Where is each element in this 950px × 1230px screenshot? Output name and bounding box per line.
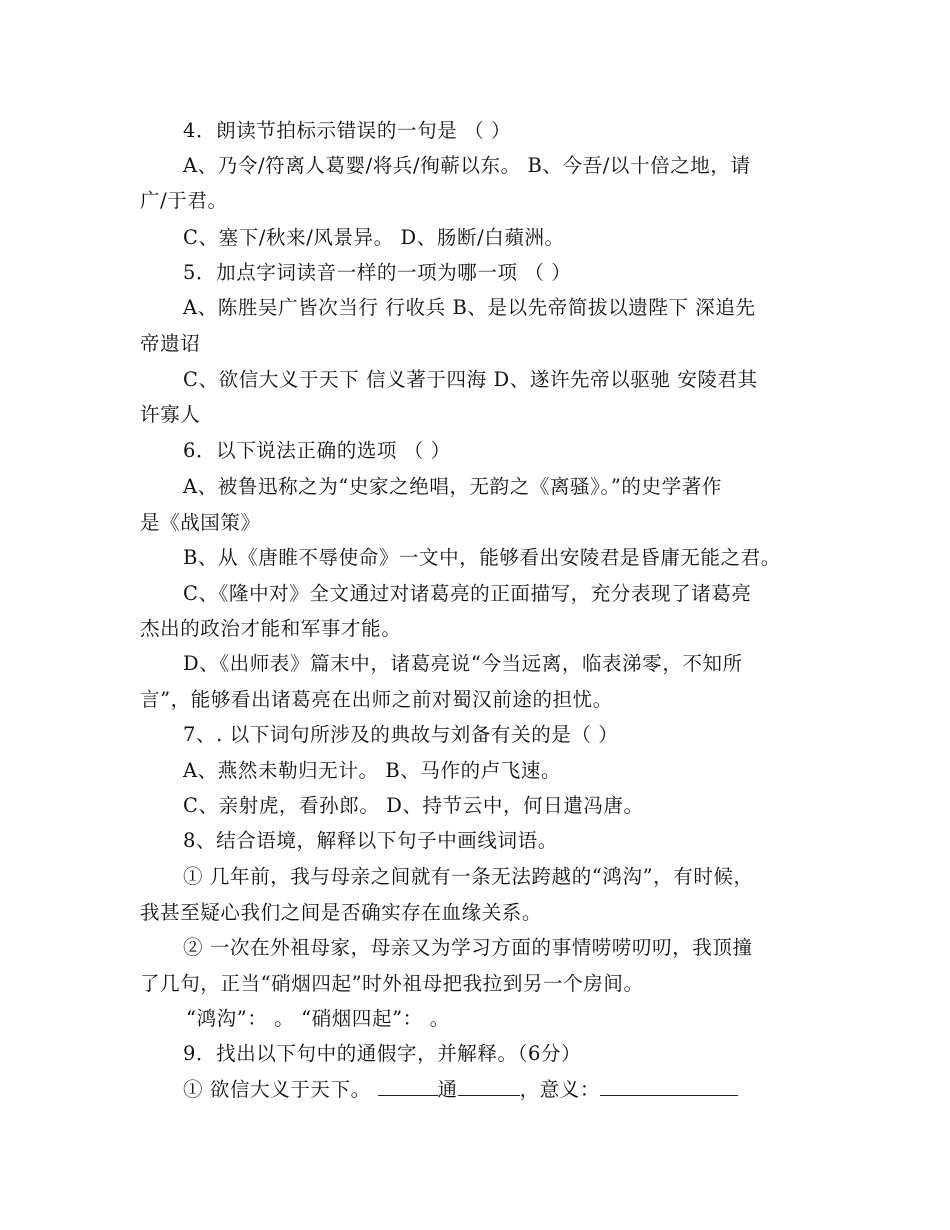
q9-blank-tongjia[interactable]: [458, 1077, 520, 1096]
q7-options-ab: A、燕然未勒归无计。 B、马作的卢飞速。: [183, 759, 562, 782]
q5-options-ab-cont: 帝遗诏: [140, 332, 201, 355]
q8-sentence-2-cont: 了几句，正当“硝烟四起”时外祖母把我拉到另一个房间。: [140, 972, 644, 995]
q8-stem: 8、结合语境，解释以下句子中画线词语。: [183, 829, 558, 852]
q4-options-cd: C、塞下/秋来/风景异。 D、肠断/白蘋洲。: [183, 226, 565, 249]
q6-option-d: D、《出师表》篇末中，诸葛亮说“今当远离，临表涕零，不知所: [183, 652, 743, 675]
q4-options-ab-cont: 广/于君。: [140, 189, 228, 212]
q6-option-a-cont: 是《战国策》: [140, 511, 261, 534]
q6-option-a: A、被鲁迅称之为“史家之绝唱，无韵之《离骚》。”的史学著作: [183, 475, 722, 498]
q8-answer-line: “鸿沟”： 。 “硝烟四起”： 。: [186, 1007, 450, 1030]
q9-item-1-prefix: ① 欲信大义于天下。: [183, 1078, 378, 1101]
q9-item-1-meaning-label: ，意义：: [519, 1078, 601, 1101]
q6-stem: 6．以下说法正确的选项 （ ）: [183, 439, 451, 462]
q7-stem: 7、. 以下词句所涉及的典故与刘备有关的是（ ）: [183, 723, 619, 746]
q9-blank-char[interactable]: [378, 1077, 438, 1096]
q9-stem: 9．找出以下句中的通假字，并解释。（6分）: [183, 1042, 582, 1065]
q6-option-c: C、《隆中对》全文通过对诸葛亮的正面描写，充分表现了诸葛亮: [183, 582, 752, 605]
q7-options-cd: C、亲射虎，看孙郎。 D、持节云中，何日遣冯唐。: [183, 794, 644, 817]
q4-stem: 4．朗读节拍标示错误的一句是 （ ）: [183, 119, 512, 142]
q9-item-1: [183, 1077, 738, 1103]
q6-option-c-cont: 杰出的政治才能和军事才能。: [140, 617, 402, 640]
q8-sentence-1-cont: 我甚至疑心我们之间是否确实存在血缘关系。: [140, 901, 543, 924]
q5-options-ab: A、陈胜吴广皆次当行 行收兵 B、是以先帝简拔以遗陛下 深追先: [183, 296, 756, 319]
q9-blank-meaning[interactable]: [600, 1077, 738, 1096]
q4-options-ab: A、乃令/符离人葛婴/将兵/徇蕲以东。 B、今吾/以十倍之地，请: [183, 154, 751, 177]
q5-stem: 5．加点字词读音一样的一项为哪一项 （ ）: [183, 261, 572, 284]
q8-sentence-1: ① 几年前，我与母亲之间就有一条无法跨越的“鸿沟”，有时候，: [183, 865, 754, 888]
q8-sentence-2: ② 一次在外祖母家，母亲又为学习方面的事情唠唠叨叨，我顶撞: [183, 936, 753, 959]
q5-options-cd: C、欲信大义于天下 信义著于四海 D、遂许先帝以驱驰 安陵君其: [183, 368, 758, 391]
q6-option-d-cont: 言”，能够看出诸葛亮在出师之前对蜀汉前途的担忧。: [140, 688, 613, 711]
q6-option-b: B、从《唐睢不辱使命》一文中，能够看出安陵君是昏庸无能之君。: [183, 546, 781, 569]
q9-item-1-middle: 通: [437, 1078, 458, 1101]
q5-options-cd-cont: 许寡人: [140, 403, 201, 426]
